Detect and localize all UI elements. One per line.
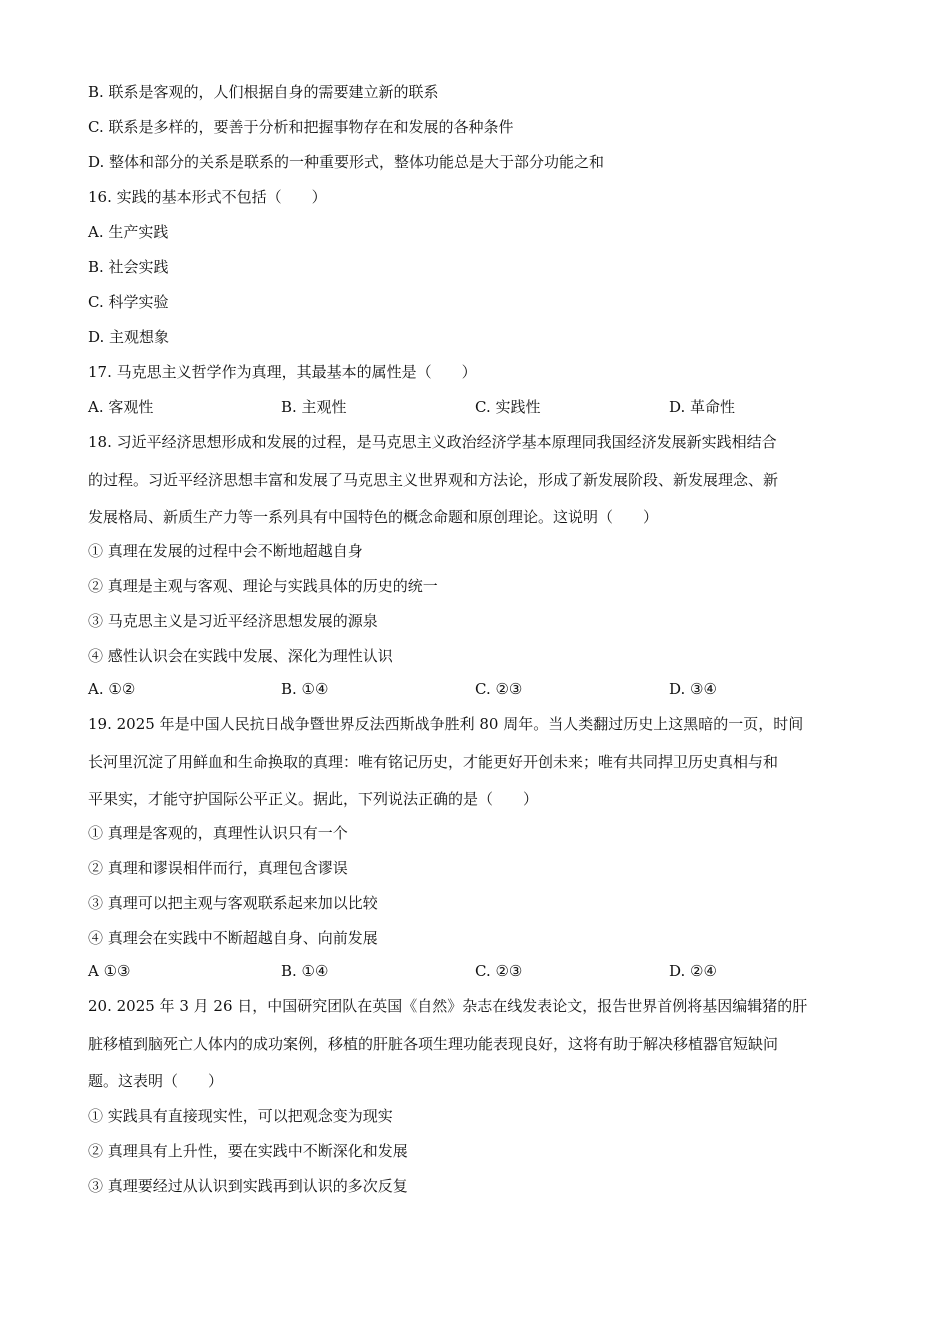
q19-statement-1: ① 真理是客观的，真理性认识只有一个 (88, 824, 348, 842)
q18-statement-1: ① 真理在发展的过程中会不断地超越自身 (88, 542, 363, 560)
q20-stem-line-1: 20. 2025 年 3 月 26 日，中国研究团队在英国《自然》杂志在线发表论文，报告世界首例将基因编辑猪的肝 (88, 997, 808, 1015)
q16-option-c: C. 科学实验 (88, 293, 169, 311)
q19-statement-2: ② 真理和谬误相伴而行，真理包含谬误 (88, 859, 348, 877)
q16-option-b: B. 社会实践 (88, 258, 169, 276)
q18-statement-4: ④ 感性认识会在实践中发展、深化为理性认识 (88, 647, 393, 665)
q18-option-b: B. ①④ (281, 680, 329, 698)
q18-stem-line-2: 的过程。习近平经济思想丰富和发展了马克思主义世界观和方法论，形成了新发展阶段、新发展理念、新 (88, 471, 779, 489)
q19-option-a: A ①③ (88, 962, 131, 980)
q16-option-a: A. 生产实践 (88, 223, 169, 241)
q20-stem-line-3: 题。这表明（ ） (88, 1072, 224, 1090)
q18-option-a: A. ①② (88, 680, 136, 698)
q16-option-d: D. 主观想象 (88, 328, 170, 346)
q20-statement-2: ② 真理具有上升性，要在实践中不断深化和发展 (88, 1142, 408, 1160)
q19-stem-line-2: 长河里沉淀了用鲜血和生命换取的真理：唯有铭记历史，才能更好开创未来；唯有共同捍卫历史真相与和 (88, 753, 779, 771)
q18-stem-line-3: 发展格局、新质生产力等一系列具有中国特色的概念命题和原创理论。这说明（ ） (88, 508, 659, 526)
q18-stem-line-1: 18. 习近平经济思想形成和发展的过程，是马克思主义政治经济学基本原理同我国经济发展新实践相结合 (88, 433, 777, 451)
q18-option-d: D. ③④ (669, 680, 717, 698)
q18-statement-3: ③ 马克思主义是习近平经济思想发展的源泉 (88, 612, 378, 630)
q19-statement-4: ④ 真理会在实践中不断超越自身、向前发展 (88, 929, 378, 947)
q19-stem-line-3: 平果实，才能守护国际公平正义。据此，下列说法正确的是（ ） (88, 790, 539, 808)
q18-options (88, 679, 868, 699)
q15-option-b: B. 联系是客观的，人们根据自身的需要建立新的联系 (88, 83, 439, 101)
q20-stem-line-2: 脏移植到脑死亡人体内的成功案例，移植的肝脏各项生理功能表现良好，这将有助于解决移植器官短缺问 (88, 1035, 779, 1053)
q17-stem: 17. 马克思主义哲学作为真理，其最基本的属性是（ ） (88, 363, 477, 381)
q15-option-d: D. 整体和部分的关系是联系的一种重要形式，整体功能总是大于部分功能之和 (88, 153, 605, 171)
q20-statement-3: ③ 真理要经过从认识到实践再到认识的多次反复 (88, 1177, 408, 1195)
q19-option-b: B. ①④ (281, 962, 329, 980)
q19-stem-line-1: 19. 2025 年是中国人民抗日战争暨世界反法西斯战争胜利 80 周年。当人类翻过历史上这黑暗的一页，时间 (88, 715, 804, 733)
q18-option-c: C. ②③ (475, 680, 523, 698)
q19-options (88, 961, 868, 981)
q19-statement-3: ③ 真理可以把主观与客观联系起来加以比较 (88, 894, 378, 912)
q17-option-c: C. 实践性 (475, 398, 541, 416)
q17-option-b: B. 主观性 (281, 398, 347, 416)
q16-stem: 16. 实践的基本形式不包括（ ） (88, 188, 327, 206)
q17-option-a: A. 客观性 (88, 398, 154, 416)
q19-option-c: C. ②③ (475, 962, 523, 980)
q17-options (88, 397, 868, 417)
q18-statement-2: ② 真理是主观与客观、理论与实践具体的历史的统一 (88, 577, 438, 595)
q19-option-d: D. ②④ (669, 962, 717, 980)
q20-statement-1: ① 实践具有直接现实性，可以把观念变为现实 (88, 1107, 393, 1125)
q17-option-d: D. 革命性 (669, 398, 736, 416)
q15-option-c: C. 联系是多样的，要善于分析和把握事物存在和发展的各种条件 (88, 118, 514, 136)
